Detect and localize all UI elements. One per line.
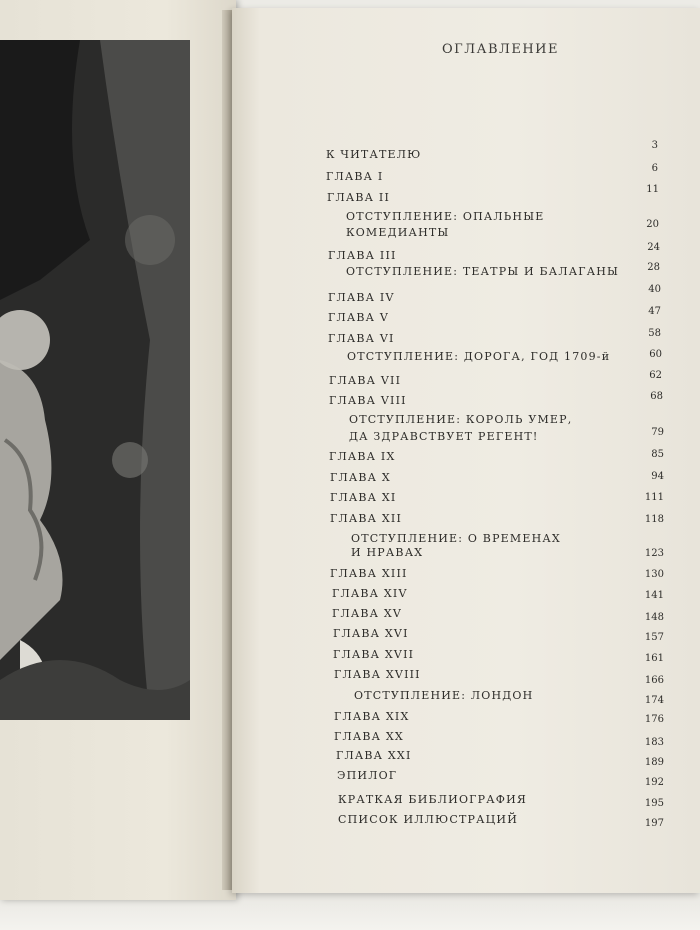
toc-entry-label: ГЛАВА XX <box>334 730 404 743</box>
left-page <box>0 0 236 900</box>
toc-entry-page: 62 <box>649 370 662 381</box>
toc-entry-label: ГЛАВА IX <box>329 450 396 463</box>
toc-entry-label: ГЛАВА XI <box>330 491 397 504</box>
toc-entry-label-continued: ДА ЗДРАВСТВУЕТ РЕГЕНТ! <box>349 430 539 443</box>
toc-entry-label: К ЧИТАТЕЛЮ <box>326 148 422 161</box>
toc-entry-page: 47 <box>648 306 661 317</box>
toc-entry-page: 192 <box>644 777 664 788</box>
toc-entry-label-continued: КОМЕДИАНТЫ <box>346 226 450 239</box>
toc-title: ОГЛАВЛЕНИЕ <box>442 42 560 57</box>
illustration-figure <box>0 40 190 720</box>
toc-entry-page: 148 <box>644 612 664 623</box>
toc-entry-label: ОТСТУПЛЕНИЕ: ОПАЛЬНЫЕ <box>346 210 545 223</box>
toc-entry-label: ГЛАВА XIX <box>334 710 410 723</box>
toc-entry-page: 141 <box>644 590 664 601</box>
engraving-illustration <box>0 40 190 720</box>
toc-entry-page: 68 <box>650 391 663 402</box>
toc-entry-label: СПИСОК ИЛЛЮСТРАЦИЙ <box>338 813 518 826</box>
toc-entry-label: ОТСТУПЛЕНИЕ: ТЕАТРЫ И БАЛАГАНЫ <box>346 265 620 278</box>
toc-entry-page: 174 <box>644 695 664 706</box>
toc-entry-label: ГЛАВА XVIII <box>334 668 421 681</box>
toc-entry-page: 24 <box>647 242 660 253</box>
toc-entry-label: ГЛАВА XVI <box>333 627 409 640</box>
toc-entry-label: ГЛАВА IV <box>328 291 395 304</box>
toc-entry-page: 157 <box>644 632 664 643</box>
toc-entry-label: ГЛАВА I <box>326 170 384 183</box>
toc-entry-label-continued: И НРАВАХ <box>351 546 424 559</box>
toc-entry-page: 58 <box>648 328 661 339</box>
toc-entry-page: 176 <box>644 714 664 725</box>
toc-entry-page: 161 <box>644 653 664 664</box>
toc-entry-label: ГЛАВА XIII <box>330 567 408 580</box>
toc-entry-label: ГЛАВА III <box>328 249 397 262</box>
toc-entry-page: 123 <box>644 548 664 559</box>
toc-entry-page: 11 <box>646 184 659 195</box>
toc-entry-label: ОТСТУПЛЕНИЕ: КОРОЛЬ УМЕР, <box>349 413 573 426</box>
toc-entry-label: ГЛАВА VIII <box>329 394 407 407</box>
toc-entry-label: ОТСТУПЛЕНИЕ: ДОРОГА, ГОД 1709-й <box>347 350 611 363</box>
toc-entry-label: ГЛАВА XXI <box>336 749 412 762</box>
toc-entry-label: ГЛАВА XVII <box>333 648 415 661</box>
toc-entry-page: 166 <box>644 675 664 686</box>
toc-entry-label: ОТСТУПЛЕНИЕ: О ВРЕМЕНАХ <box>351 532 561 545</box>
toc-entry-page: 79 <box>651 427 664 438</box>
toc-entry-page: 20 <box>646 219 659 230</box>
toc-entry-page: 85 <box>651 449 664 460</box>
toc-entry-label: ОТСТУПЛЕНИЕ: ЛОНДОН <box>354 689 534 702</box>
toc-entry-page: 28 <box>647 262 660 273</box>
toc-entry-label: ЭПИЛОГ <box>337 769 398 782</box>
toc-entry-label: ГЛАВА VI <box>328 332 395 345</box>
toc-entry-label: ГЛАВА II <box>327 191 390 204</box>
toc-entry-page: 183 <box>644 737 664 748</box>
toc-entry-label: ГЛАВА XII <box>330 512 403 525</box>
toc-entry-page: 130 <box>644 569 664 580</box>
toc-entry-label: ГЛАВА XV <box>332 607 403 620</box>
toc-entry-page: 111 <box>644 492 664 503</box>
toc-entry-page: 3 <box>651 140 658 151</box>
toc-entry-page: 94 <box>651 471 664 482</box>
toc-entry-page: 197 <box>644 818 664 829</box>
toc-entry-label: ГЛАВА VII <box>329 374 402 387</box>
toc-entry-page: 60 <box>649 349 662 360</box>
toc-entry-label: ГЛАВА X <box>330 471 391 484</box>
toc-entry-page: 189 <box>644 757 664 768</box>
toc-entry-page: 6 <box>651 163 658 174</box>
toc-entry-page: 40 <box>648 284 661 295</box>
toc-entry-label: ГЛАВА V <box>328 311 390 324</box>
toc-entry-label: ГЛАВА XIV <box>332 587 408 600</box>
toc-entry-page: 195 <box>644 798 664 809</box>
toc-entry-label: КРАТКАЯ БИБЛИОГРАФИЯ <box>338 793 527 806</box>
toc-entry-page: 118 <box>644 514 664 525</box>
